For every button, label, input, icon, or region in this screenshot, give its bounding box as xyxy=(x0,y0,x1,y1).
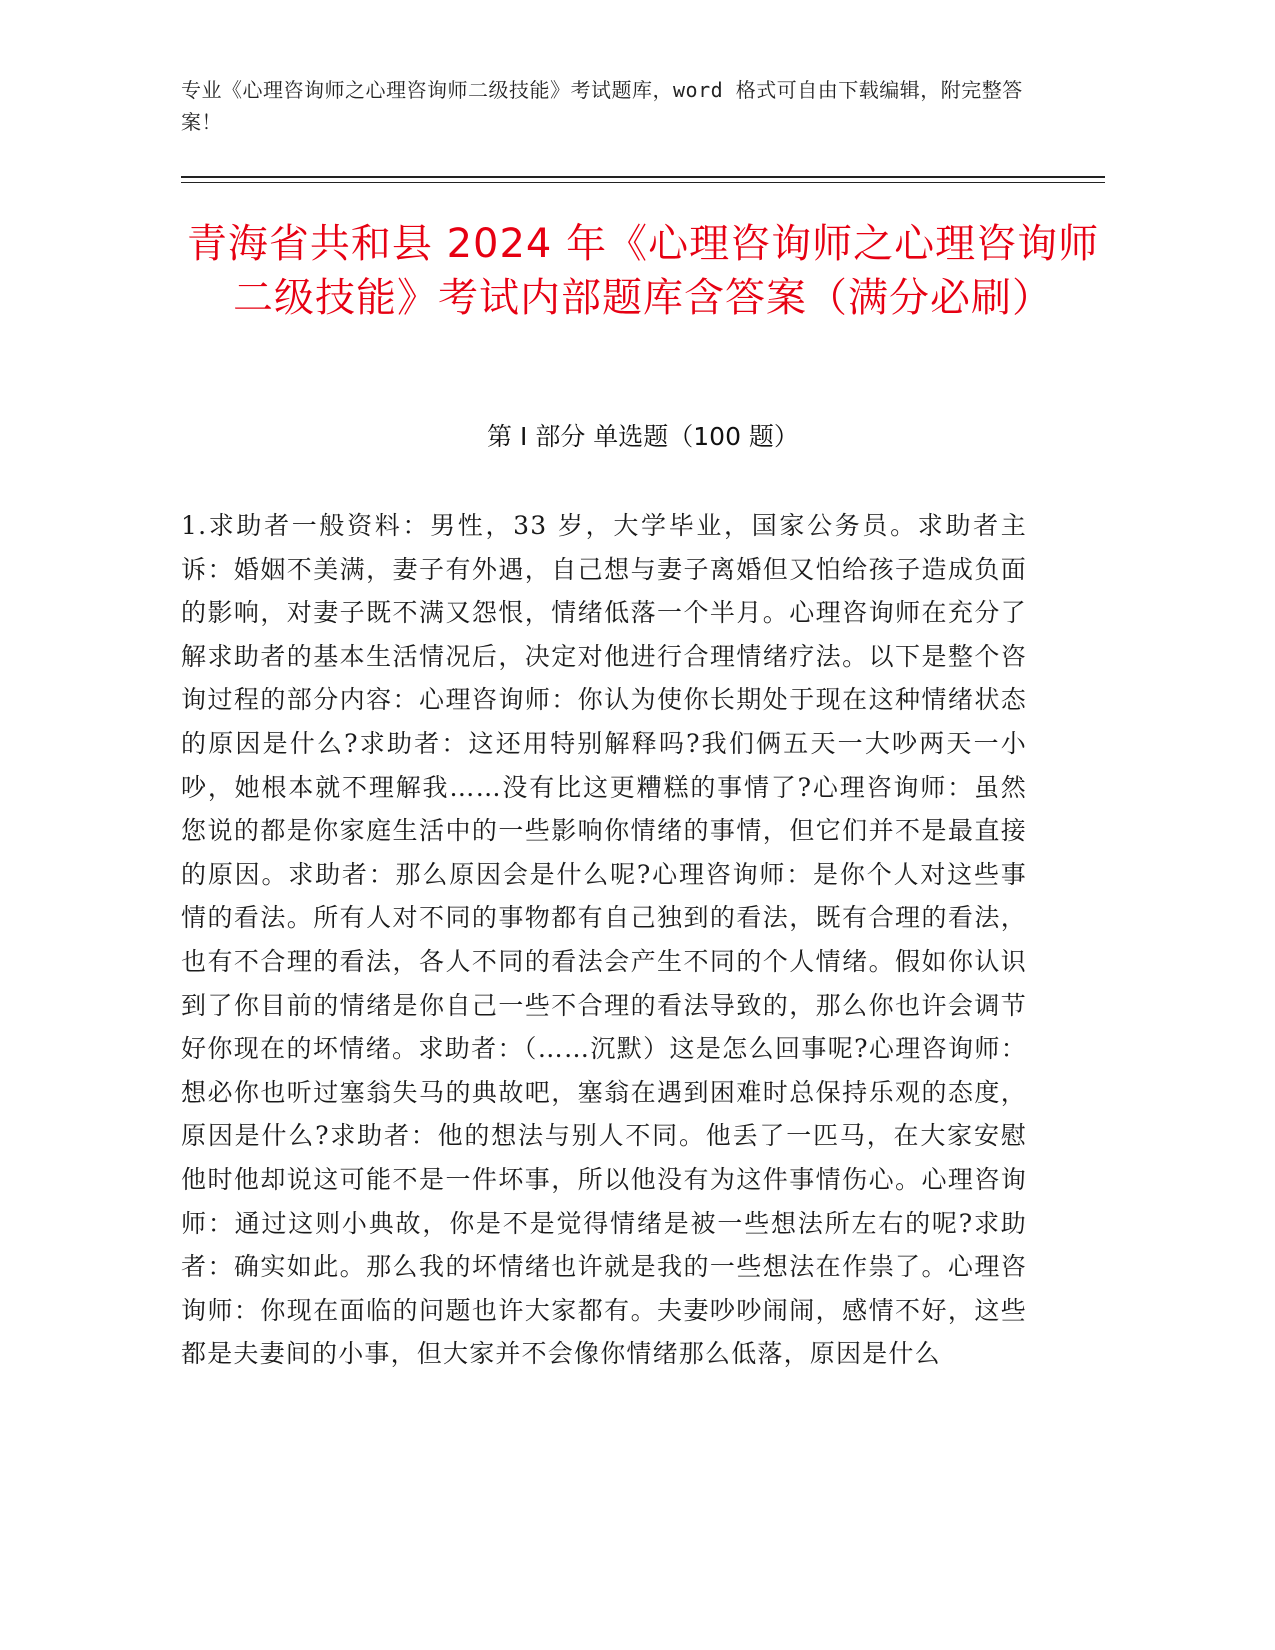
question-text: 1.求助者一般资料：男性，33 岁，大学毕业，国家公务员。求助者主诉：婚姻不美满，妻子有外遇，自己想与妻子离婚但又怕给孩子造成负面的影响，对妻子既不满又怨恨，情绪低落一个半月。心理咨询师在充分了解求助者的基本生活情况后，决定对他进行合理情绪疗法。以下是整个咨询过程的部分内容：心理咨询师：你认为使你长期处于现在这种情绪状态的原因是什么?求助者：这还用特别解释吗?我们俩五天一大吵两天一小吵，她根本就不理解我……没有比这更糟糕的事情了?心理咨询师：虽然您说的都是你家庭生活中的一些影响你情绪的事情，但它们并不是最直接的原因。求助者：那么原因会是什么呢?心理咨询师：是你个人对这些事情的看法。所有人对不同的事物都有自己独到的看法，既有合理的看法，也有不合理的看法，各人不同的看法会产生不同的个人情绪。假如你认识到了你目前的情绪是你自己一些不合理的看法导致的，那么你也许会调节好你现在的坏情绪。求助者：（……沉默）这是怎么回事呢?心理咨询师：想必你也听过塞翁失马的典故吧，塞翁在遇到困难时总保持乐观的态度，原因是什么?求助者：他的想法与别人不同。他丢了一匹马，在大家安慰他时他却说这可能不是一件坏事，所以他没有为这件事情伤心。心理咨询师：通过这则小典故，你是不是觉得情绪是被一些想法所左右的呢?求助者：确实如此。那么我的坏情绪也许就是我的一些想法在作祟了。心理咨询师：你现在面临的问题也许大家都有。夫妻吵吵闹闹，感情不好，这些都是夫妻间的小事，但大家并不会像你情绪那么低落，原因是什么 xyxy=(181,511,1027,1369)
header-divider-thick xyxy=(181,176,1105,178)
header-note: 专业《心理咨询师之心理咨询师二级技能》考试题库，word 格式可自由下载编辑，附完整答案！ xyxy=(181,78,1023,134)
section-heading: 第 I 部分 单选题（100 题） xyxy=(487,422,799,451)
document-title: 青海省共和县 2024 年《心理咨询师之心理咨询师二级技能》考试内部题库含答案（满分必刷） xyxy=(186,221,1100,321)
header-divider-thin xyxy=(181,182,1105,183)
